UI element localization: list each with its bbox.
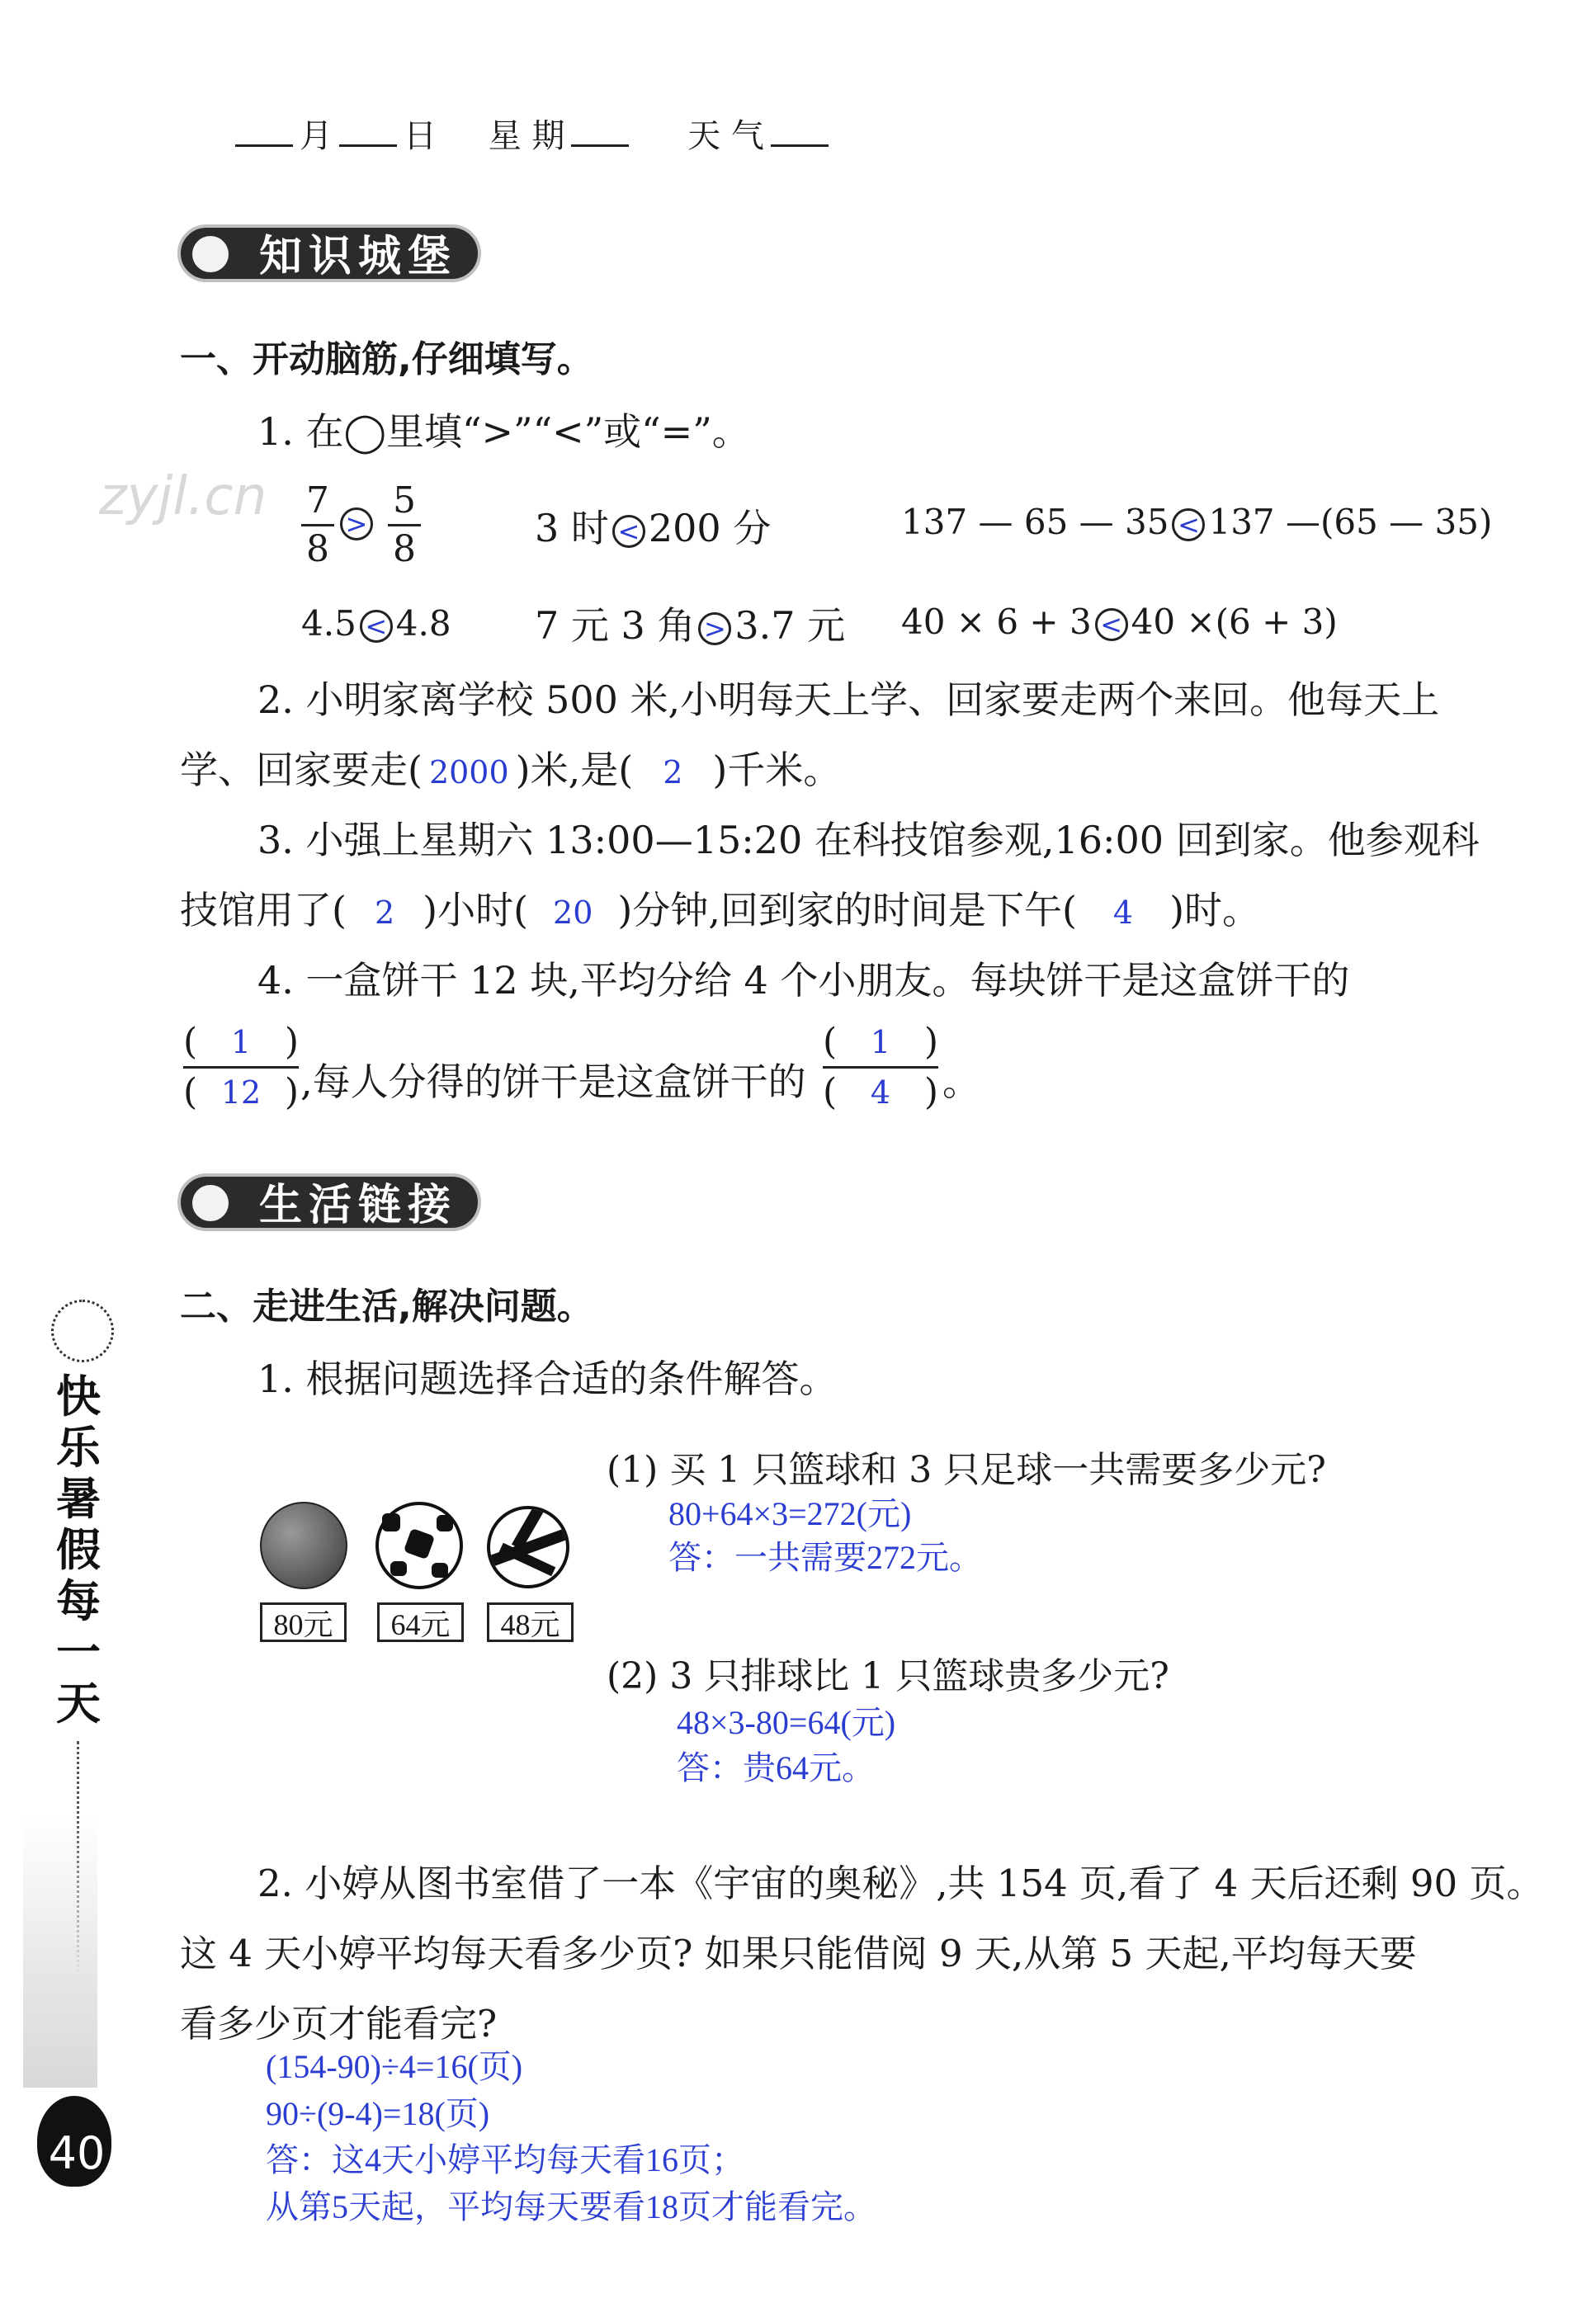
side-char: 快 xyxy=(56,1371,101,1423)
banner-label: 知识城堡 xyxy=(259,232,458,281)
sub-question-1: (1) 买 1 只篮球和 3 只足球一共需要多少元? xyxy=(607,1449,1326,1491)
s2-q2-work2: 90÷(9-4)=18(页) xyxy=(266,2095,490,2132)
compare-symbol: > xyxy=(698,612,731,645)
sub2-work: 48×3-80=64(元) xyxy=(677,1704,896,1741)
q3-text-d: )时。 xyxy=(1169,888,1261,932)
month-label: 月 xyxy=(300,117,333,155)
weather-blank xyxy=(771,120,829,147)
q2-text-c: )千米。 xyxy=(712,748,842,792)
q2-line2 xyxy=(180,748,842,792)
fraction-denominator: 12 xyxy=(220,1074,262,1111)
weather-label: 天 气 xyxy=(687,117,764,155)
link-icon xyxy=(192,1185,229,1221)
money-left: 7 元 3 角 xyxy=(535,603,696,648)
side-decoration xyxy=(23,1815,97,2088)
s2-q2-line2: 这 4 天小婷平均每天看多少页? 如果只能借阅 9 天,从第 5 天起,平均每天要 xyxy=(180,1932,1417,1975)
time-left: 3 时 xyxy=(535,506,609,550)
fraction-numerator: 1 xyxy=(870,1024,891,1060)
side-title xyxy=(45,1371,111,1730)
expr-left: 40 × 6 + 3 xyxy=(901,602,1092,642)
q4-line1: 4. 一盒饼干 12 块,平均分给 4 个小朋友。每块饼干是这盒饼干的 xyxy=(257,958,1350,1003)
price-volleyball: 48元 xyxy=(487,1602,574,1642)
q3-text-c: )分钟,回到家的时间是下午( xyxy=(617,888,1077,932)
expr-left: 137 — 65 — 35 xyxy=(901,502,1169,542)
compare-symbol: < xyxy=(360,610,393,643)
s2-q2-answer1: 答：这4天小婷平均每天看16页； xyxy=(266,2141,744,2178)
expr-right: 40 ×(6 + 3) xyxy=(1131,602,1338,642)
s2-q2-line1: 2. 小婷从图书室借了一本《宇宙的奥秘》,共 154 页,看了 4 天后还剩 90 页。 xyxy=(257,1862,1544,1905)
answer-minutes: 20 xyxy=(553,894,593,931)
compare-circle xyxy=(337,507,376,540)
weekday-blank xyxy=(571,120,629,147)
s2-q1-prompt: 1. 根据问题选择合适的条件解答。 xyxy=(257,1357,838,1401)
time-right: 200 分 xyxy=(648,506,772,550)
side-char: 每 xyxy=(56,1575,101,1627)
fraction-7-8 xyxy=(301,479,334,570)
dec-left: 4.5 xyxy=(301,603,357,644)
q3-text-b: )小时( xyxy=(423,888,529,932)
money-comparison xyxy=(535,603,846,648)
month-blank xyxy=(235,120,293,147)
s2-q2-work1: (154-90)÷4=16(页) xyxy=(266,2048,523,2085)
expr-comparison-2 xyxy=(901,602,1338,642)
fraction-denominator: 8 xyxy=(393,528,416,570)
side-char: 假 xyxy=(56,1524,101,1576)
s2-q2-answer2: 从第5天起，平均每天要看18页才能看完。 xyxy=(266,2188,876,2225)
expr-comparison-1 xyxy=(901,502,1493,542)
decimal-comparison xyxy=(301,603,451,644)
compare-symbol: < xyxy=(1172,508,1205,541)
sub1-work: 80+64×3=272(元) xyxy=(668,1495,912,1532)
fraction-answer-1: ( 1 ) ( 12 ) xyxy=(183,1021,299,1113)
q4-mid: ,每人分得的饼干是这盒饼干的 xyxy=(300,1059,806,1104)
sub2-answer: 答：贵64元。 xyxy=(677,1749,875,1786)
day-blank xyxy=(339,120,397,147)
q1-prompt: 1. 在◯里填“>”“<”或“=”。 xyxy=(257,409,750,454)
dec-right: 4.8 xyxy=(395,603,451,644)
q2-line1: 2. 小明家离学校 500 米,小明每天上学、回家要走两个来回。他每天上 xyxy=(257,677,1440,722)
answer-meters: 2000 xyxy=(428,754,509,790)
fraction-numerator: 7 xyxy=(306,479,329,521)
sun-icon xyxy=(51,1300,114,1362)
section-banner-life xyxy=(177,1173,481,1231)
side-char: 暑 xyxy=(56,1473,101,1525)
time-comparison xyxy=(535,506,772,550)
fraction-denominator: 4 xyxy=(870,1074,891,1111)
q3-line1: 3. 小强上星期六 13:00—15:20 在科技馆参观,16:00 回到家。他参观科 xyxy=(257,818,1480,862)
section1-title: 一、开动脑筋,仔细填写。 xyxy=(180,338,593,380)
fraction-5-8 xyxy=(388,479,421,570)
day-label: 日 xyxy=(404,117,437,155)
fraction-numerator: 1 xyxy=(230,1024,252,1060)
q4-end: 。 xyxy=(942,1059,980,1104)
answer-kilometers: 2 xyxy=(663,754,683,790)
compare-symbol: < xyxy=(612,515,645,548)
page-number: 40 xyxy=(48,2127,106,2179)
money-right: 3.7 元 xyxy=(734,603,846,648)
section-banner-knowledge xyxy=(177,224,481,282)
sub-question-2: (2) 3 只排球比 1 只篮球贵多少元? xyxy=(607,1655,1169,1697)
compare-symbol: < xyxy=(1095,608,1128,641)
answer-hours: 2 xyxy=(374,894,395,931)
price-football: 64元 xyxy=(377,1602,464,1642)
watermark: zyjl.cn xyxy=(99,466,267,527)
side-char: 乐 xyxy=(56,1422,101,1474)
fraction-answer-2: ( 1 ) ( 4 ) xyxy=(823,1021,938,1113)
volleyball-icon xyxy=(487,1506,569,1588)
banner-label: 生活链接 xyxy=(259,1181,458,1230)
q3-text-a: 技馆用了( xyxy=(180,888,347,932)
compare-symbol: > xyxy=(340,507,373,540)
fraction-denominator: 8 xyxy=(306,528,329,570)
sub1-answer: 答：一共需要272元。 xyxy=(668,1539,982,1576)
price-basketball: 80元 xyxy=(260,1602,347,1642)
fraction-numerator: 5 xyxy=(393,479,416,521)
q2-text-b: )米,是( xyxy=(515,748,634,792)
date-header xyxy=(235,117,835,155)
expr-right: 137 —(65 — 35) xyxy=(1208,502,1493,542)
football-icon xyxy=(375,1502,463,1589)
section2-title: 二、走进生活,解决问题。 xyxy=(180,1286,593,1328)
q2-text-a: 学、回家要走( xyxy=(180,748,423,792)
side-char: 天 xyxy=(56,1678,101,1730)
q3-line2 xyxy=(180,888,1261,932)
castle-icon xyxy=(192,236,229,272)
basketball-icon xyxy=(260,1502,347,1589)
s2-q2-line3: 看多少页才能看完? xyxy=(180,2002,498,2046)
answer-clock: 4 xyxy=(1112,894,1134,931)
side-char: 一 xyxy=(56,1626,101,1678)
weekday-label: 星 期 xyxy=(488,117,565,155)
